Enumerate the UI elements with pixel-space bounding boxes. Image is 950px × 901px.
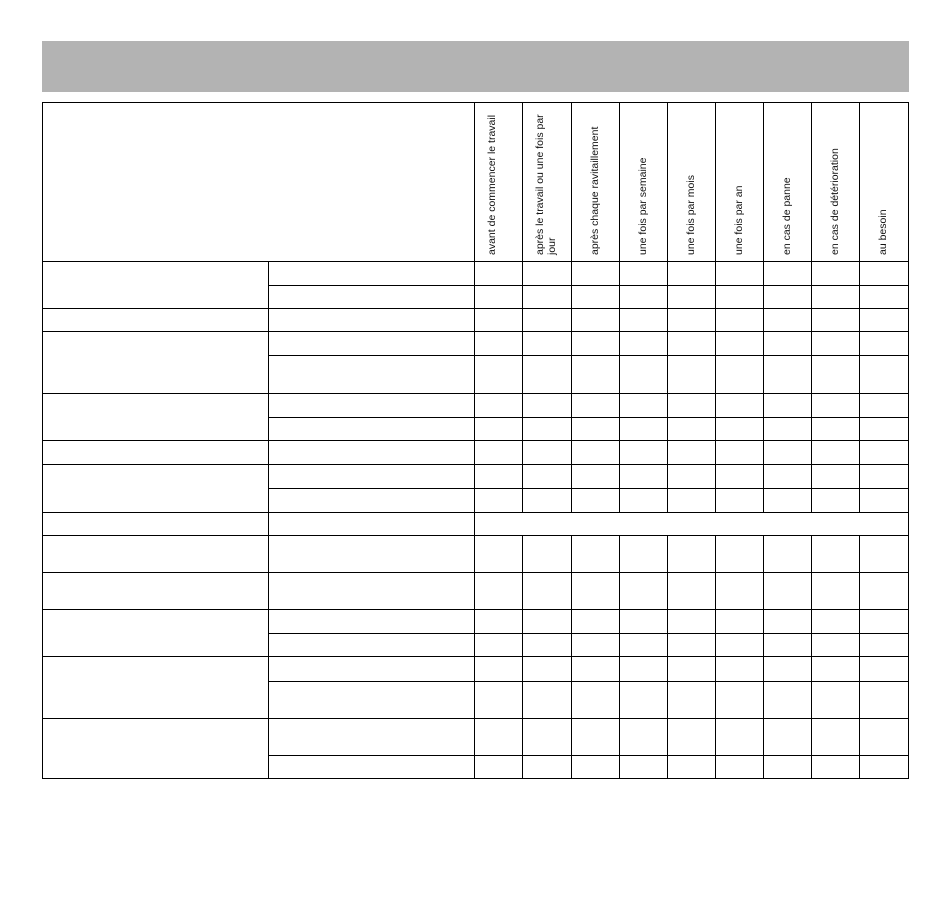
col-header-avant-travail: avant de commencer le travail — [486, 114, 498, 255]
col-header-apres-travail: après le travail ou une fois par jour — [534, 114, 558, 255]
col-header-mois: une fois par mois — [685, 175, 697, 255]
table-lines — [42, 102, 909, 778]
item-row-lines — [268, 286, 909, 756]
col-header-panne: en cas de panne — [781, 177, 793, 255]
col-header-semaine: une fois par semaine — [637, 157, 649, 255]
col-header-ravitaillement: après chaque ravitaillement — [589, 126, 601, 255]
col-header-deterioration: en cas de détérioration — [829, 148, 841, 255]
group-row-lines — [42, 309, 909, 719]
col-header-an: une fois par an — [733, 185, 745, 255]
frequency-columns — [523, 261, 860, 778]
col-header-besoin: au besoin — [877, 209, 889, 255]
